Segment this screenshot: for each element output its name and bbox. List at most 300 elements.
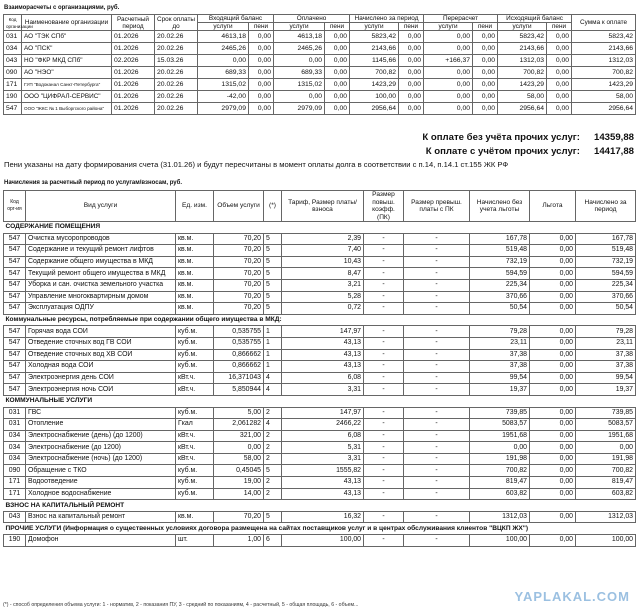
volume: 2,061282 xyxy=(214,419,264,431)
group-header xyxy=(4,523,636,535)
org-name: АО "НЭО" xyxy=(22,67,112,79)
total: 819,47 xyxy=(576,477,636,489)
volume: 70,20 xyxy=(214,233,264,245)
tariff: 2,39 xyxy=(282,233,364,245)
coef: - xyxy=(364,511,404,523)
closing-services: 1312,03 xyxy=(498,55,547,67)
method: 2 xyxy=(264,488,282,500)
excess: - xyxy=(404,372,470,384)
to-pay: 5823,42 xyxy=(572,31,636,43)
benefit: 0,00 xyxy=(530,430,576,442)
benefit: 0,00 xyxy=(530,349,576,361)
total: 370,66 xyxy=(576,291,636,303)
service-name: Электроснабжение (день) (до 1200) xyxy=(26,430,176,442)
volume: 14,00 xyxy=(214,488,264,500)
col-org-code: Код организации xyxy=(4,15,22,31)
benefit: 0,00 xyxy=(530,256,576,268)
org-code: 043 xyxy=(4,55,22,67)
unit: кВт.ч. xyxy=(176,442,214,454)
charge-row xyxy=(4,372,636,384)
paid-services: 2979,09 xyxy=(274,103,325,115)
accrued-services: 2956,64 xyxy=(350,103,399,115)
method: 4 xyxy=(264,419,282,431)
volume: 70,20 xyxy=(214,303,264,315)
recalc-penalty: 0,00 xyxy=(473,67,498,79)
total: 23,11 xyxy=(576,337,636,349)
service-name: Отопление xyxy=(26,419,176,431)
col-volume: Объем услуги xyxy=(214,191,264,222)
closing-penalty: 0,00 xyxy=(547,91,572,103)
recalc-services: 0,00 xyxy=(424,79,473,91)
volume: 0,00 xyxy=(214,442,264,454)
col-recalc: Перерасчет xyxy=(424,15,498,23)
method: 5 xyxy=(264,245,282,257)
org-code: 190 xyxy=(4,91,22,103)
coef: - xyxy=(364,488,404,500)
unit: куб.м. xyxy=(176,488,214,500)
total-without-value: 14359,88 xyxy=(593,132,634,143)
group-title: ВЗНОС НА КАПИТАЛЬНЫЙ РЕМОНТ xyxy=(4,500,636,512)
method: 2 xyxy=(264,453,282,465)
total-with-label: К оплате с учётом прочих услуг: xyxy=(425,146,580,157)
charge-row xyxy=(4,465,636,477)
tariff: 2466,22 xyxy=(282,419,364,431)
term: 20.02.26 xyxy=(155,103,198,115)
org-code: 547 xyxy=(4,103,22,115)
charge-row xyxy=(4,268,636,280)
unit: куб.м. xyxy=(176,465,214,477)
paid-penalty: 0,00 xyxy=(325,91,350,103)
period: 01.2026 xyxy=(112,91,155,103)
accrued: 594,59 xyxy=(470,268,530,280)
benefit: 0,00 xyxy=(530,535,576,547)
coef: - xyxy=(364,326,404,338)
total: 1312,03 xyxy=(576,511,636,523)
charge-row xyxy=(4,337,636,349)
charge-row xyxy=(4,326,636,338)
service-name: Горячая вода СОИ xyxy=(26,326,176,338)
paid-penalty: 0,00 xyxy=(325,103,350,115)
paid-services: 4613,18 xyxy=(274,31,325,43)
method: 2 xyxy=(264,477,282,489)
accrued-services: 1145,66 xyxy=(350,55,399,67)
benefit: 0,00 xyxy=(530,453,576,465)
charge-row xyxy=(4,303,636,315)
accrued: 739,85 xyxy=(470,407,530,419)
org-code: 547 xyxy=(4,349,26,361)
accrued-penalty: 0,00 xyxy=(399,67,424,79)
org-code: 547 xyxy=(4,303,26,315)
method: 6 xyxy=(264,535,282,547)
sub-services: услуги xyxy=(498,23,547,31)
accrued: 603,82 xyxy=(470,488,530,500)
closing-penalty: 0,00 xyxy=(547,79,572,91)
unit: куб.м. xyxy=(176,349,214,361)
method: 1 xyxy=(264,337,282,349)
accrued-services: 1423,29 xyxy=(350,79,399,91)
opening-penalty: 0,00 xyxy=(249,79,274,91)
excess: - xyxy=(404,326,470,338)
settlement-row xyxy=(4,55,636,67)
benefit: 0,00 xyxy=(530,372,576,384)
charges-table xyxy=(3,190,636,547)
excess: - xyxy=(404,442,470,454)
volume: 70,20 xyxy=(214,245,264,257)
group-header xyxy=(4,222,636,234)
period: 01.2026 xyxy=(112,79,155,91)
method: 5 xyxy=(264,303,282,315)
org-code: 171 xyxy=(4,477,26,489)
footnote: (*) - способ определения объема услуги: 1 - норматив, 2 - показания ПУ, 3 - средний по показаниям, 4 - расчетный, 5 - общая площадь, 6 - объем... xyxy=(3,602,359,608)
recalc-penalty: 0,00 xyxy=(473,31,498,43)
org-code: 547 xyxy=(4,361,26,373)
total: 732,19 xyxy=(576,256,636,268)
accrued-services: 700,82 xyxy=(350,67,399,79)
closing-penalty: 0,00 xyxy=(547,43,572,55)
term: 20.02.26 xyxy=(155,91,198,103)
opening-services: -42,00 xyxy=(198,91,249,103)
org-name: АО "ПСК" xyxy=(22,43,112,55)
method: 5 xyxy=(264,279,282,291)
excess: - xyxy=(404,256,470,268)
benefit: 0,00 xyxy=(530,337,576,349)
volume: 5,850944 xyxy=(214,384,264,396)
tariff: 3,31 xyxy=(282,384,364,396)
accrued: 23,11 xyxy=(470,337,530,349)
charge-row xyxy=(4,361,636,373)
excess: - xyxy=(404,430,470,442)
charge-row xyxy=(4,477,636,489)
org-code: 547 xyxy=(4,326,26,338)
unit: кв.м. xyxy=(176,233,214,245)
unit: куб.м. xyxy=(176,337,214,349)
org-code: 034 xyxy=(4,430,26,442)
charge-row xyxy=(4,233,636,245)
tariff: 0,72 xyxy=(282,303,364,315)
excess: - xyxy=(404,477,470,489)
excess: - xyxy=(404,245,470,257)
charge-row xyxy=(4,535,636,547)
benefit: 0,00 xyxy=(530,465,576,477)
total: 225,34 xyxy=(576,279,636,291)
col-code: Код орг-ия xyxy=(4,191,26,222)
opening-penalty: 0,00 xyxy=(249,91,274,103)
accrued-penalty: 0,00 xyxy=(399,91,424,103)
org-code: 547 xyxy=(4,256,26,268)
benefit: 0,00 xyxy=(530,279,576,291)
total: 191,98 xyxy=(576,453,636,465)
excess: - xyxy=(404,268,470,280)
recalc-services: 0,00 xyxy=(424,91,473,103)
excess: - xyxy=(404,384,470,396)
unit: куб.м. xyxy=(176,477,214,489)
service-name: ГВС xyxy=(26,407,176,419)
org-code: 190 xyxy=(4,535,26,547)
sub-penalty: пени xyxy=(473,23,498,31)
service-name: Эксплуатация ОДПУ xyxy=(26,303,176,315)
service-name: Электроэнергия день СОИ xyxy=(26,372,176,384)
term: 15.03.26 xyxy=(155,55,198,67)
accrued: 819,47 xyxy=(470,477,530,489)
volume: 321,00 xyxy=(214,430,264,442)
unit: кв.м. xyxy=(176,256,214,268)
recalc-penalty: 0,00 xyxy=(473,43,498,55)
paid-services: 689,33 xyxy=(274,67,325,79)
group-title: КОММУНАЛЬНЫЕ УСЛУГИ xyxy=(4,395,636,407)
col-closing: Исходящий баланс xyxy=(498,15,572,23)
sub-penalty: пени xyxy=(547,23,572,31)
volume: 5,00 xyxy=(214,407,264,419)
excess: - xyxy=(404,535,470,547)
org-code: 034 xyxy=(4,442,26,454)
settlement-row xyxy=(4,31,636,43)
col-accrued: Начислено за период xyxy=(350,15,424,23)
opening-penalty: 0,00 xyxy=(249,103,274,115)
col-term: Срок оплаты до xyxy=(155,15,198,31)
group-header xyxy=(4,314,636,326)
unit: кВт.ч. xyxy=(176,372,214,384)
unit: куб.м. xyxy=(176,407,214,419)
benefit: 0,00 xyxy=(530,268,576,280)
to-pay: 2143,66 xyxy=(572,43,636,55)
settlement-row xyxy=(4,79,636,91)
col-coef: Размер повыш. коэфф. (ПК) xyxy=(364,191,404,222)
accrued-penalty: 0,00 xyxy=(399,31,424,43)
accrued: 99,54 xyxy=(470,372,530,384)
recalc-services: 0,00 xyxy=(424,43,473,55)
coef: - xyxy=(364,535,404,547)
opening-penalty: 0,00 xyxy=(249,31,274,43)
volume: 0,535755 xyxy=(214,326,264,338)
paid-penalty: 0,00 xyxy=(325,67,350,79)
accrued: 19,37 xyxy=(470,384,530,396)
tariff: 16,32 xyxy=(282,511,364,523)
org-code: 547 xyxy=(4,384,26,396)
org-code: 547 xyxy=(4,337,26,349)
coef: - xyxy=(364,303,404,315)
accrued: 79,28 xyxy=(470,326,530,338)
unit: кв.м. xyxy=(176,279,214,291)
org-code: 031 xyxy=(4,407,26,419)
excess: - xyxy=(404,453,470,465)
coef: - xyxy=(364,407,404,419)
org-name: ООО "ЦИФРАЛ-СЕРВИС" xyxy=(22,91,112,103)
period: 01.2026 xyxy=(112,103,155,115)
opening-services: 2465,26 xyxy=(198,43,249,55)
method: 5 xyxy=(264,465,282,477)
unit: кв.м. xyxy=(176,511,214,523)
benefit: 0,00 xyxy=(530,407,576,419)
volume: 0,866662 xyxy=(214,349,264,361)
accrued-services: 100,00 xyxy=(350,91,399,103)
sub-services: услуги xyxy=(424,23,473,31)
closing-services: 700,82 xyxy=(498,67,547,79)
sub-services: услуги xyxy=(198,23,249,31)
charge-row xyxy=(4,511,636,523)
charge-row xyxy=(4,291,636,303)
org-code: 547 xyxy=(4,245,26,257)
benefit: 0,00 xyxy=(530,477,576,489)
benefit: 0,00 xyxy=(530,233,576,245)
accrued-penalty: 0,00 xyxy=(399,43,424,55)
org-name: ГУП "Водоканал Санкт-Петербурга" xyxy=(22,79,112,91)
settlements-table xyxy=(3,14,636,115)
unit: кВт.ч. xyxy=(176,430,214,442)
total: 37,38 xyxy=(576,349,636,361)
group-title: ПРОЧИЕ УСЛУГИ (Информация о существенных условиях договора размещена на сайтах поставщиков услуг и в центрах обслуживания клиентов "ВЦКП ЖХ") xyxy=(4,523,636,535)
volume: 0,866662 xyxy=(214,361,264,373)
total: 594,59 xyxy=(576,268,636,280)
term: 20.02.26 xyxy=(155,79,198,91)
tariff: 3,21 xyxy=(282,279,364,291)
benefit: 0,00 xyxy=(530,245,576,257)
tariff: 5,31 xyxy=(282,442,364,454)
period: 01.2026 xyxy=(112,43,155,55)
tariff: 7,40 xyxy=(282,245,364,257)
tariff: 43,13 xyxy=(282,361,364,373)
charge-row xyxy=(4,349,636,361)
tariff: 8,47 xyxy=(282,268,364,280)
service-name: Электроснабжение (до 1200) xyxy=(26,442,176,454)
opening-penalty: 0,00 xyxy=(249,43,274,55)
col-service: Вид услуги xyxy=(26,191,176,222)
col-paid: Оплачено xyxy=(274,15,350,23)
col-opening: Входящий баланс xyxy=(198,15,274,23)
method: 5 xyxy=(264,268,282,280)
service-name: Текущий ремонт общего имущества в МКД xyxy=(26,268,176,280)
to-pay: 700,82 xyxy=(572,67,636,79)
tariff: 3,31 xyxy=(282,453,364,465)
total-with-value: 14417,88 xyxy=(593,146,634,157)
coef: - xyxy=(364,442,404,454)
col-benefit: Льгота xyxy=(530,191,576,222)
col-to-pay: Сумма к оплате xyxy=(572,15,636,31)
coef: - xyxy=(364,349,404,361)
accrued: 1312,03 xyxy=(470,511,530,523)
method: 2 xyxy=(264,430,282,442)
service-name: Очистка мусоропроводов xyxy=(26,233,176,245)
benefit: 0,00 xyxy=(530,419,576,431)
total: 5083,57 xyxy=(576,419,636,431)
accrued: 225,34 xyxy=(470,279,530,291)
unit: кв.м. xyxy=(176,268,214,280)
volume: 0,45045 xyxy=(214,465,264,477)
total: 50,54 xyxy=(576,303,636,315)
settlements-title: Взаиморасчеты с организациями, руб. xyxy=(4,5,120,11)
accrued: 5083,57 xyxy=(470,419,530,431)
group-title: СОДЕРЖАНИЕ ПОМЕЩЕНИЯ xyxy=(4,222,636,234)
col-period: Расчетный период xyxy=(112,15,155,31)
volume: 70,20 xyxy=(214,268,264,280)
recalc-penalty: 0,00 xyxy=(473,91,498,103)
unit: кВт.ч. xyxy=(176,453,214,465)
closing-services: 1423,29 xyxy=(498,79,547,91)
col-org-name: Наименование организации xyxy=(22,15,112,31)
coef: - xyxy=(364,291,404,303)
accrued: 370,66 xyxy=(470,291,530,303)
period: 01.2026 xyxy=(112,31,155,43)
recalc-services: 0,00 xyxy=(424,67,473,79)
service-name: Холодное водоснабжение xyxy=(26,488,176,500)
org-name: ООО "ЖКС № 1 Выборгского района" xyxy=(22,103,112,115)
org-name: АО "ТЭК СПб" xyxy=(22,31,112,43)
total: 167,78 xyxy=(576,233,636,245)
tariff: 5,28 xyxy=(282,291,364,303)
total: 0,00 xyxy=(576,442,636,454)
total: 739,85 xyxy=(576,407,636,419)
method: 1 xyxy=(264,326,282,338)
method: 5 xyxy=(264,233,282,245)
paid-penalty: 0,00 xyxy=(325,43,350,55)
service-name: Электроснабжение (ночь) (до 1200) xyxy=(26,453,176,465)
accrued: 700,82 xyxy=(470,465,530,477)
unit: кв.м. xyxy=(176,245,214,257)
coef: - xyxy=(364,279,404,291)
opening-services: 0,00 xyxy=(198,55,249,67)
benefit: 0,00 xyxy=(530,291,576,303)
benefit: 0,00 xyxy=(530,488,576,500)
coef: - xyxy=(364,477,404,489)
org-code: 031 xyxy=(4,31,22,43)
recalc-penalty: 0,00 xyxy=(473,79,498,91)
coef: - xyxy=(364,430,404,442)
closing-penalty: 0,00 xyxy=(547,55,572,67)
excess: - xyxy=(404,303,470,315)
paid-services: 1315,02 xyxy=(274,79,325,91)
excess: - xyxy=(404,419,470,431)
charge-row xyxy=(4,407,636,419)
org-code: 547 xyxy=(4,279,26,291)
benefit: 0,00 xyxy=(530,361,576,373)
service-name: Обращение с ТКО xyxy=(26,465,176,477)
service-name: Холодная вода СОИ xyxy=(26,361,176,373)
accrued-services: 2143,66 xyxy=(350,43,399,55)
accrued: 37,38 xyxy=(470,349,530,361)
service-name: Электроэнергия ночь СОИ xyxy=(26,384,176,396)
method: 2 xyxy=(264,407,282,419)
total: 100,00 xyxy=(576,535,636,547)
org-code: 031 xyxy=(4,419,26,431)
org-name: НО "ФКР МКД СПб" xyxy=(22,55,112,67)
unit: куб.м. xyxy=(176,361,214,373)
method: 5 xyxy=(264,291,282,303)
closing-services: 5823,42 xyxy=(498,31,547,43)
opening-services: 4613,18 xyxy=(198,31,249,43)
total: 700,82 xyxy=(576,465,636,477)
org-code: 547 xyxy=(4,372,26,384)
charge-row xyxy=(4,419,636,431)
excess: - xyxy=(404,291,470,303)
volume: 70,20 xyxy=(214,256,264,268)
excess: - xyxy=(404,233,470,245)
total: 603,82 xyxy=(576,488,636,500)
volume: 58,00 xyxy=(214,453,264,465)
charge-row xyxy=(4,430,636,442)
paid-penalty: 0,00 xyxy=(325,55,350,67)
service-name: Содержание и текущий ремонт лифтов xyxy=(26,245,176,257)
term: 20.02.26 xyxy=(155,67,198,79)
excess: - xyxy=(404,465,470,477)
sub-penalty: пени xyxy=(249,23,274,31)
recalc-services: 0,00 xyxy=(424,103,473,115)
opening-services: 1315,02 xyxy=(198,79,249,91)
tariff: 147,97 xyxy=(282,407,364,419)
volume: 70,20 xyxy=(214,291,264,303)
settlement-row xyxy=(4,43,636,55)
total: 99,54 xyxy=(576,372,636,384)
paid-penalty: 0,00 xyxy=(325,79,350,91)
closing-penalty: 0,00 xyxy=(547,67,572,79)
